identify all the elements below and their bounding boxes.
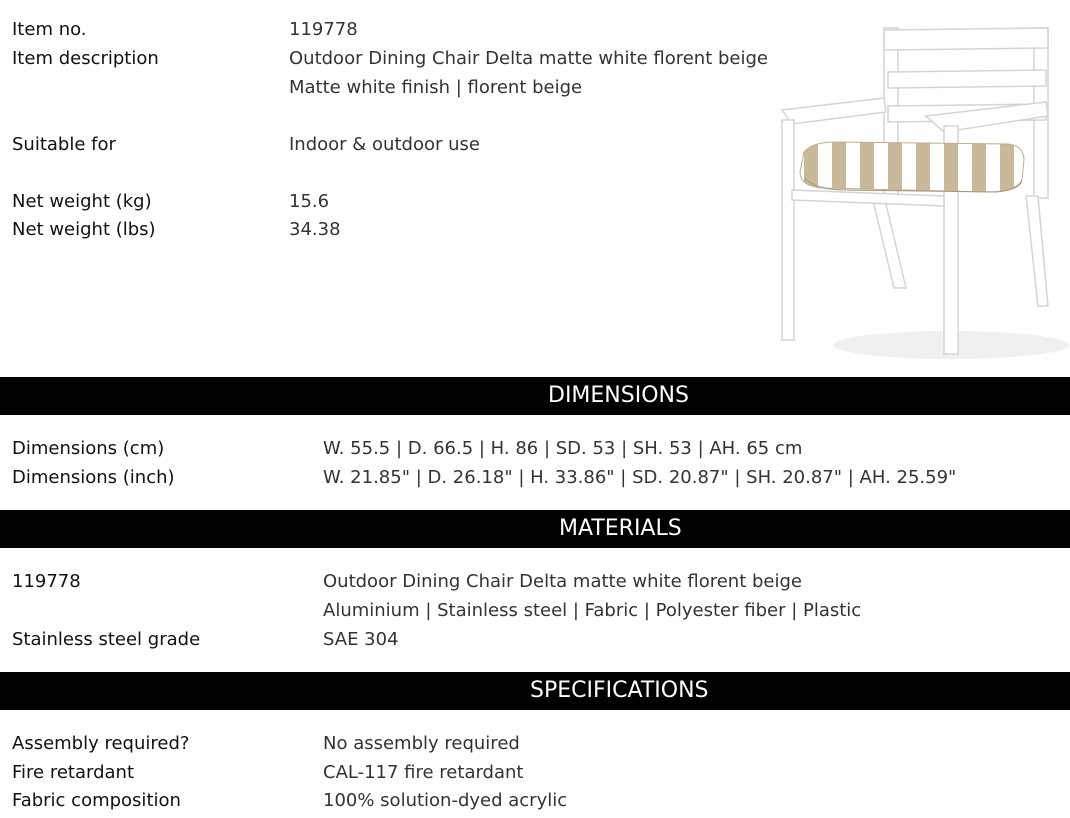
fabric-composition-value: 100% solution-dyed acrylic — [323, 790, 568, 811]
materials-title: MATERIALS — [559, 516, 682, 541]
net-weight-kg-value: 15.6 — [289, 191, 330, 212]
product-image — [776, 20, 1070, 362]
dimensions-header — [0, 377, 1070, 415]
fire-retardant-label: Fire retardant — [12, 762, 135, 783]
net-weight-kg-label: Net weight (kg) — [12, 191, 152, 212]
suitable-for-value: Indoor & outdoor use — [289, 134, 480, 155]
fire-retardant-value: CAL-117 fire retardant — [323, 762, 524, 783]
dimensions-cm-value: W. 55.5 | D. 66.5 | H. 86 | SD. 53 | SH. 53 | AH. 65 cm — [323, 438, 803, 459]
materials-item-value: Outdoor Dining Chair Delta matte white florent beige — [323, 571, 802, 592]
assembly-label: Assembly required? — [12, 733, 190, 754]
specifications-title: SPECIFICATIONS — [530, 678, 709, 703]
dimensions-cm-label: Dimensions (cm) — [12, 438, 165, 459]
suitable-for-label: Suitable for — [12, 134, 116, 155]
item-no-label: Item no. — [12, 19, 87, 40]
item-description-label: Item description — [12, 48, 159, 69]
materials-header — [0, 510, 1070, 548]
assembly-value: No assembly required — [323, 733, 520, 754]
net-weight-lbs-label: Net weight (lbs) — [12, 219, 156, 240]
specifications-header — [0, 672, 1070, 710]
materials-item-label: 119778 — [12, 571, 81, 592]
net-weight-lbs-value: 34.38 — [289, 219, 341, 240]
fabric-composition-label: Fabric composition — [12, 790, 181, 811]
steel-grade-label: Stainless steel grade — [12, 629, 201, 650]
item-finish-value: Matte white finish | florent beige — [289, 77, 583, 98]
steel-grade-value: SAE 304 — [323, 629, 399, 650]
item-no-value: 119778 — [289, 19, 358, 40]
materials-list-value: Aluminium | Stainless steel | Fabric | Polyester fiber | Plastic — [323, 600, 862, 621]
dimensions-inch-value: W. 21.85" | D. 26.18" | H. 33.86" | SD. 20.87" | SH. 20.87" | AH. 25.59" — [323, 467, 957, 488]
item-description-value: Outdoor Dining Chair Delta matte white florent beige — [289, 48, 768, 69]
dimensions-title: DIMENSIONS — [548, 383, 689, 408]
dimensions-inch-label: Dimensions (inch) — [12, 467, 175, 488]
